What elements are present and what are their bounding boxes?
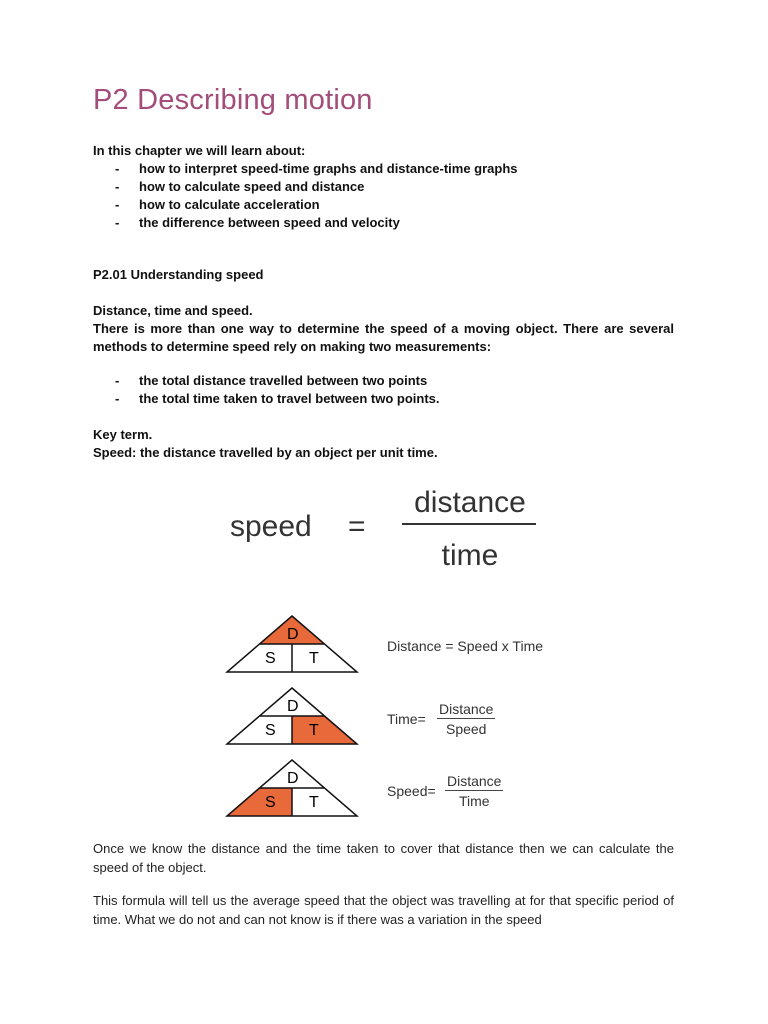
page-title: P2 Describing motion [93, 84, 373, 116]
speed-paragraph [93, 302, 674, 356]
formula-equals: = [348, 510, 366, 543]
intro-bullet-list [93, 160, 683, 232]
triangle-right-highlight [292, 716, 357, 744]
letter-t: T [309, 650, 319, 667]
dst-triangle-distance [225, 614, 359, 674]
relation-speed-lhs: Speed= [387, 783, 436, 799]
formula-lhs: speed [230, 510, 312, 543]
letter-s: S [265, 650, 276, 667]
list-item: - the total time taken to travel between two points. [115, 391, 440, 406]
relation-time-fraction [437, 701, 495, 737]
letter-s: S [265, 722, 276, 739]
dst-triangles [225, 608, 565, 828]
bullet-marker: - [115, 215, 120, 230]
relation-speed-fraction [445, 773, 503, 809]
bullet-marker: - [115, 197, 120, 212]
key-term-heading: Key term. [93, 427, 153, 442]
chapter-intro [93, 142, 683, 232]
key-term-definition: Speed: the distance travelled by an object per unit time. [93, 445, 438, 460]
letter-t: T [309, 794, 319, 811]
key-term [93, 426, 683, 462]
body-paragraph-1: Once we know the distance and the time taken to cover that distance then we can calculate the speed of the object. [93, 841, 674, 875]
triangle-left-highlight [227, 788, 292, 816]
bullet-marker: - [115, 373, 120, 388]
bullet-marker: - [115, 391, 120, 406]
list-item: - how to interpret speed-time graphs and distance-time graphs [115, 161, 518, 176]
fraction-denominator: Time [458, 793, 490, 809]
list-item: - the difference between speed and velocity [115, 215, 400, 230]
list-item: - how to calculate speed and distance [115, 179, 365, 194]
letter-d: D [287, 698, 299, 715]
fraction-denominator: Speed [445, 721, 487, 737]
intro-lead: In this chapter we will learn about: [93, 143, 306, 158]
relation-distance: Distance = Speed x Time [387, 638, 544, 654]
subheading: Distance, time and speed. [93, 303, 253, 318]
bullet-marker: - [115, 161, 120, 176]
letter-t: T [309, 722, 319, 739]
list-item: - the total distance travelled between two points [115, 373, 428, 388]
section-heading: P2.01 Understanding speed [93, 267, 264, 282]
dst-triangle-time [225, 686, 359, 746]
letter-d: D [287, 770, 299, 787]
letter-s: S [265, 794, 276, 811]
formula-denominator: time [441, 539, 499, 572]
relation-time-lhs: Time= [387, 711, 426, 727]
body-paragraph-2: This formula will tell us the average speed that the object was travelling at for that specific period of time. What we do not and can not know is if there was a variation in the speed [93, 893, 674, 927]
fraction-numerator: Distance [447, 773, 502, 789]
bullet-marker: - [115, 179, 120, 194]
dst-triangle-speed [225, 758, 359, 818]
fraction-numerator: Distance [439, 701, 494, 717]
list-item: - how to calculate acceleration [115, 197, 320, 212]
paragraph-text: There is more than one way to determine the speed of a moving object. There are several methods to determine speed rely on making two measurements: [93, 321, 674, 354]
letter-d: D [287, 626, 299, 643]
formula-numerator: distance [414, 486, 526, 519]
speed-formula [230, 480, 550, 580]
measurement-list [93, 372, 683, 408]
